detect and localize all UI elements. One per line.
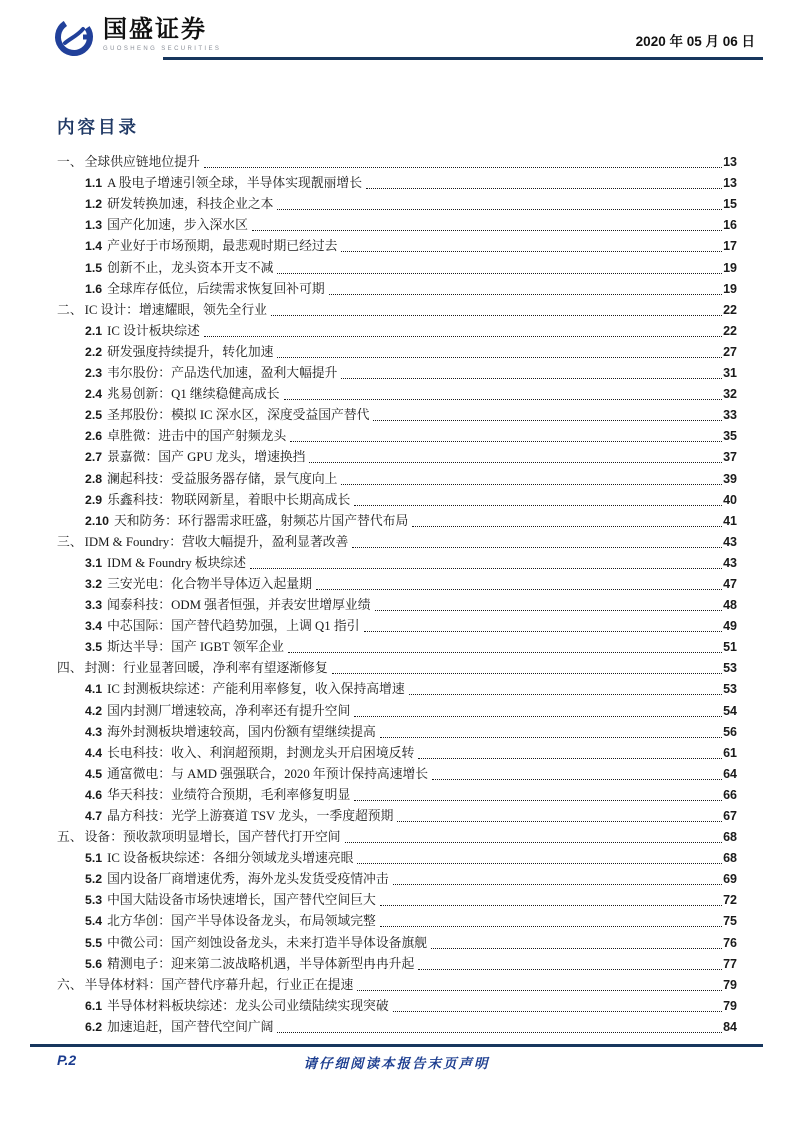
toc-entry-label: IDM & Foundry：营收大幅提升，盈利显著改善 bbox=[84, 534, 349, 549]
toc-entry-number: 3.4 bbox=[85, 619, 103, 634]
toc-entry-number: 6.1 bbox=[85, 998, 103, 1013]
toc-entry-number: 1.5 bbox=[85, 260, 103, 275]
toc-entry-label: 华天科技：业绩符合预期，毛利率修复明显 bbox=[107, 787, 351, 802]
toc-entry-page: 53 bbox=[723, 661, 737, 676]
brand-name-en: GUOSHENG SECURITIES bbox=[103, 46, 222, 52]
guosheng-logo-icon bbox=[53, 16, 95, 58]
toc-entry-label: 加速追赶，国产替代空间广阔 bbox=[107, 1019, 274, 1034]
toc-entry-number: 二、 bbox=[57, 302, 83, 317]
toc-entry-page: 68 bbox=[723, 851, 737, 866]
toc-entry-page: 32 bbox=[723, 387, 737, 402]
toc-entry-number: 5.2 bbox=[85, 872, 103, 887]
toc-entry-page: 43 bbox=[723, 534, 737, 549]
toc-leader-dots bbox=[290, 441, 722, 442]
toc-entry-page: 43 bbox=[723, 555, 737, 570]
footer-page-number: P.2 bbox=[57, 1052, 77, 1068]
toc-entry-page: 27 bbox=[723, 344, 737, 359]
toc-entry[interactable] bbox=[57, 320, 737, 341]
toc-entry-number: 1.6 bbox=[85, 281, 103, 296]
toc-entry[interactable] bbox=[57, 826, 737, 847]
toc-entry-label: 设备：预收款项明显增长，国产替代打开空间 bbox=[84, 830, 341, 845]
toc-leader-dots bbox=[329, 294, 722, 295]
toc-entry-number: 3.5 bbox=[85, 640, 103, 655]
toc-leader-dots bbox=[380, 926, 722, 927]
toc-entry-label: 中芯国际：国产替代趋势加强，上调 Q1 指引 bbox=[107, 619, 360, 634]
toc-entry[interactable] bbox=[57, 383, 737, 404]
toc-entry-page: 48 bbox=[723, 598, 737, 613]
toc-entry-page: 19 bbox=[723, 260, 737, 275]
toc-entry-label: 半导体材料板块综述：龙头公司业绩陆续实现突破 bbox=[107, 998, 389, 1013]
toc-entry-number: 1.2 bbox=[85, 197, 103, 212]
toc-entry-number: 2.6 bbox=[85, 429, 103, 444]
toc-entry-label: 天和防务：环行器需求旺盛，射频芯片国产替代布局 bbox=[113, 513, 409, 528]
toc-leader-dots bbox=[373, 420, 722, 421]
toc-entry-page: 53 bbox=[723, 682, 737, 697]
toc-leader-dots bbox=[366, 188, 722, 189]
toc-entry[interactable] bbox=[57, 931, 737, 952]
toc-entry-page: 61 bbox=[723, 745, 737, 760]
toc-entry-number: 五、 bbox=[57, 830, 83, 845]
toc-entry-page: 47 bbox=[723, 576, 737, 591]
toc-title: 内容目录 bbox=[57, 117, 139, 137]
toc-leader-dots bbox=[341, 251, 722, 252]
toc-entry-page: 39 bbox=[723, 471, 737, 486]
toc-entry-label: 半导体材料：国产替代序幕升起，行业正在提速 bbox=[84, 977, 354, 992]
toc-entry-page: 40 bbox=[723, 492, 737, 507]
toc-entry-number: 四、 bbox=[57, 661, 83, 676]
toc-leader-dots bbox=[375, 610, 723, 611]
toc-entry-page: 51 bbox=[723, 640, 737, 655]
toc-leader-dots bbox=[354, 716, 722, 717]
toc-entry-label: 国产化加速，步入深水区 bbox=[107, 218, 248, 233]
toc-entry[interactable] bbox=[57, 1016, 737, 1037]
toc-entry-page: 72 bbox=[723, 893, 737, 908]
toc-entry-number: 六、 bbox=[57, 977, 83, 992]
toc-entry[interactable] bbox=[57, 889, 737, 910]
toc-entry-label: IDM & Foundry 板块综述 bbox=[107, 555, 247, 570]
toc-entry[interactable] bbox=[57, 362, 737, 383]
toc-entry-number: 2.9 bbox=[85, 492, 103, 507]
toc-leader-dots bbox=[288, 652, 722, 653]
toc-entry-label: 国内封测厂增速较高，净利率还有提升空间 bbox=[107, 703, 351, 718]
toc-entry-page: 33 bbox=[723, 408, 737, 423]
toc-entry[interactable] bbox=[57, 657, 737, 678]
toc-entry[interactable] bbox=[57, 742, 737, 763]
toc-entry-number: 4.6 bbox=[85, 787, 103, 802]
toc-entry[interactable] bbox=[57, 784, 737, 805]
toc-entry-number: 4.4 bbox=[85, 745, 103, 760]
toc-entry[interactable] bbox=[57, 531, 737, 552]
footer-disclaimer: 请仔细阅读本报告末页声明 bbox=[303, 1056, 490, 1071]
toc-leader-dots bbox=[418, 758, 722, 759]
toc-entry-number: 3.2 bbox=[85, 576, 103, 591]
toc-entry-number: 2.10 bbox=[85, 513, 109, 528]
toc-leader-dots bbox=[412, 526, 722, 527]
toc-entry-label: 产业好于市场预期，最悲观时期已经过去 bbox=[107, 239, 338, 254]
toc-entry-page: 49 bbox=[723, 619, 737, 634]
toc-entry[interactable] bbox=[57, 573, 737, 594]
toc-entry-page: 31 bbox=[723, 366, 737, 381]
toc-entry[interactable] bbox=[57, 214, 737, 235]
header-divider bbox=[163, 57, 763, 60]
toc-entry-page: 64 bbox=[723, 766, 737, 781]
toc-entry-label: IC 设计：增速耀眼，领先全行业 bbox=[84, 302, 267, 317]
toc-leader-dots bbox=[431, 948, 722, 949]
toc-entry[interactable] bbox=[57, 467, 737, 488]
toc-entry-label: A 股电子增速引领全球，半导体实现靓丽增长 bbox=[107, 176, 362, 191]
toc-entry-page: 77 bbox=[723, 956, 737, 971]
toc-entry-number: 2.3 bbox=[85, 366, 103, 381]
toc-entry-label: 斯达半导：国产 IGBT 领军企业 bbox=[107, 640, 284, 655]
toc-entry-page: 17 bbox=[723, 239, 737, 254]
toc-leader-dots bbox=[397, 821, 722, 822]
toc-entry-label: 创新不止，龙头资本开支不减 bbox=[107, 260, 274, 275]
toc-entry-label: IC 设备板块综述：各细分领域龙头增速亮眼 bbox=[107, 851, 354, 866]
toc-leader-dots bbox=[393, 1011, 722, 1012]
toc-entry-page: 68 bbox=[723, 830, 737, 845]
toc-leader-dots bbox=[357, 990, 722, 991]
toc-leader-dots bbox=[341, 484, 722, 485]
toc-entry-page: 16 bbox=[723, 218, 737, 233]
toc-entry-label: IC 封测板块综述：产能利用率修复，收入保持高增速 bbox=[107, 682, 405, 697]
brand-name-cn: 国盛证券 bbox=[103, 16, 207, 43]
toc-entry[interactable] bbox=[57, 235, 737, 256]
toc-entry-label: 闻泰科技：ODM 强者恒强，并表安世增厚业绩 bbox=[107, 598, 371, 613]
toc-entry-number: 5.1 bbox=[85, 851, 103, 866]
toc-entry-page: 84 bbox=[723, 1019, 737, 1034]
toc-entry-page: 41 bbox=[723, 513, 737, 528]
toc-entry-number: 4.5 bbox=[85, 766, 103, 781]
toc-entry-number: 3.3 bbox=[85, 598, 103, 613]
toc-entry[interactable] bbox=[57, 805, 737, 826]
toc-entry-label: 卓胜微：进击中的国产射频龙头 bbox=[107, 429, 287, 444]
toc-entry-label: 通富微电：与 AMD 强强联合，2020 年预计保持高速增长 bbox=[107, 766, 429, 781]
report-header bbox=[0, 0, 793, 70]
toc-entry[interactable] bbox=[57, 510, 737, 531]
toc-entry-page: 79 bbox=[723, 998, 737, 1013]
toc-leader-dots bbox=[364, 631, 723, 632]
toc-entry[interactable] bbox=[57, 425, 737, 446]
toc-entry[interactable] bbox=[57, 953, 737, 974]
toc-entry-label: 景嘉微：国产 GPU 龙头，增速换挡 bbox=[107, 450, 306, 465]
toc-entry-page: 69 bbox=[723, 872, 737, 887]
toc-leader-dots bbox=[252, 230, 722, 231]
toc-entry[interactable] bbox=[57, 910, 737, 931]
toc-entry-number: 3.1 bbox=[85, 555, 103, 570]
toc-entry-number: 5.5 bbox=[85, 935, 103, 950]
toc-leader-dots bbox=[432, 779, 722, 780]
toc-leader-dots bbox=[393, 884, 722, 885]
toc-entry[interactable] bbox=[57, 404, 737, 425]
toc-leader-dots bbox=[284, 399, 723, 400]
toc-leader-dots bbox=[354, 505, 722, 506]
toc-entry[interactable] bbox=[57, 995, 737, 1016]
toc-entry[interactable] bbox=[57, 974, 737, 995]
toc-entry-page: 13 bbox=[723, 176, 737, 191]
toc-leader-dots bbox=[277, 209, 722, 210]
toc-entry-label: 精测电子：迎来第二波战略机遇，半导体新型冉冉升起 bbox=[107, 956, 415, 971]
toc-entry-label: 澜起科技：受益服务器存储，景气度向上 bbox=[107, 471, 338, 486]
toc-leader-dots bbox=[204, 336, 722, 337]
toc-entry-number: 4.7 bbox=[85, 809, 103, 823]
toc-leader-dots bbox=[250, 568, 722, 569]
toc-list bbox=[57, 151, 737, 1037]
toc-entry[interactable] bbox=[57, 847, 737, 868]
toc-entry-page: 22 bbox=[723, 323, 737, 338]
toc-entry[interactable] bbox=[57, 299, 737, 320]
footer-divider bbox=[30, 1044, 763, 1047]
toc-entry-label: 北方华创：国产半导体设备龙头，布局领域完整 bbox=[107, 914, 376, 929]
toc-entry-label: 国内设备厂商增速优秀，海外龙头发货受疫情冲击 bbox=[107, 872, 389, 887]
toc-leader-dots bbox=[352, 547, 722, 548]
toc-entry-page: 13 bbox=[723, 155, 737, 170]
toc-entry-label: 韦尔股份：产品迭代加速，盈利大幅提升 bbox=[107, 366, 338, 381]
toc-entry-number: 2.7 bbox=[85, 450, 103, 465]
toc-entry-number: 2.8 bbox=[85, 471, 103, 486]
toc-entry[interactable] bbox=[57, 151, 737, 172]
toc-entry-number: 5.6 bbox=[85, 956, 103, 971]
toc-entry-number: 1.1 bbox=[85, 176, 103, 191]
toc-entry-number: 5.4 bbox=[85, 914, 103, 929]
toc-leader-dots bbox=[332, 673, 722, 674]
toc-entry-label: 封测：行业显著回暖，净利率有望逐渐修复 bbox=[84, 661, 328, 676]
toc-entry[interactable] bbox=[57, 172, 737, 193]
toc-entry-label: 晶方科技：光学上游赛道 TSV 龙头，一季度超预期 bbox=[107, 809, 394, 823]
toc-entry[interactable] bbox=[57, 256, 737, 277]
toc-entry[interactable] bbox=[57, 341, 737, 362]
toc-entry-page: 19 bbox=[723, 281, 737, 296]
toc-entry-page: 37 bbox=[723, 450, 737, 465]
toc-entry-number: 4.1 bbox=[85, 682, 103, 697]
toc-entry[interactable] bbox=[57, 193, 737, 214]
toc-entry-page: 76 bbox=[723, 935, 737, 950]
toc-entry-number: 4.3 bbox=[85, 724, 103, 739]
toc-entry-number: 2.2 bbox=[85, 344, 103, 359]
toc-entry-label: 中国大陆设备市场快速增长，国产替代空间巨大 bbox=[107, 893, 376, 908]
report-date: 2020 年 05 月 06 日 bbox=[635, 34, 755, 49]
toc-entry[interactable] bbox=[57, 489, 737, 510]
toc-leader-dots bbox=[204, 167, 722, 168]
toc-entry-page: 79 bbox=[723, 977, 737, 992]
toc-leader-dots bbox=[380, 905, 722, 906]
toc-entry[interactable] bbox=[57, 721, 737, 742]
toc-leader-dots bbox=[271, 315, 722, 316]
toc-leader-dots bbox=[380, 737, 722, 738]
toc-entry[interactable] bbox=[57, 636, 737, 657]
toc-entry-label: 研发转换加速，科技企业之本 bbox=[107, 197, 274, 212]
toc-entry-number: 1.3 bbox=[85, 218, 103, 233]
toc-entry-label: 圣邦股份：模拟 IC 深水区，深度受益国产替代 bbox=[107, 408, 370, 423]
toc-entry-page: 66 bbox=[723, 787, 737, 802]
toc-entry[interactable] bbox=[57, 278, 737, 299]
toc-entry-page: 75 bbox=[723, 914, 737, 929]
toc-entry-page: 22 bbox=[723, 302, 737, 317]
toc-entry-number: 6.2 bbox=[85, 1019, 103, 1034]
toc-entry[interactable] bbox=[57, 699, 737, 720]
toc-entry-number: 三、 bbox=[57, 534, 83, 549]
toc-entry-label: 长电科技：收入、利润超预期，封测龙头开启困境反转 bbox=[107, 745, 415, 760]
toc-leader-dots bbox=[277, 273, 722, 274]
toc-leader-dots bbox=[357, 863, 722, 864]
toc-entry-page: 35 bbox=[723, 429, 737, 444]
toc-entry-page: 56 bbox=[723, 724, 737, 739]
toc-leader-dots bbox=[354, 800, 722, 801]
toc-entry-number: 5.3 bbox=[85, 893, 103, 908]
toc-entry[interactable] bbox=[57, 678, 737, 699]
toc-leader-dots bbox=[409, 694, 722, 695]
toc-entry-label: 研发强度持续提升，转化加速 bbox=[107, 344, 274, 359]
toc-leader-dots bbox=[341, 378, 722, 379]
toc-entry[interactable] bbox=[57, 763, 737, 784]
toc-entry[interactable] bbox=[57, 594, 737, 615]
toc-entry-number: 2.1 bbox=[85, 323, 103, 338]
guosheng-logo bbox=[53, 16, 221, 58]
toc-entry-label: IC 设计板块综述 bbox=[107, 323, 200, 338]
toc-leader-dots bbox=[309, 462, 722, 463]
toc-entry-page: 67 bbox=[723, 809, 737, 823]
toc-entry-number: 2.4 bbox=[85, 387, 103, 402]
toc-entry[interactable] bbox=[57, 446, 737, 467]
toc-entry-label: 中微公司：国产刻蚀设备龙头，未来打造半导体设备旗舰 bbox=[107, 935, 428, 950]
toc-entry[interactable] bbox=[57, 615, 737, 636]
toc-entry-page: 15 bbox=[723, 197, 737, 212]
toc-entry-page: 54 bbox=[723, 703, 737, 718]
toc-entry[interactable] bbox=[57, 868, 737, 889]
toc-entry[interactable] bbox=[57, 552, 737, 573]
toc-entry-label: 海外封测板块增速较高，国内份额有望继续提高 bbox=[107, 724, 376, 739]
toc-entry-number: 4.2 bbox=[85, 703, 103, 718]
toc-entry-number: 2.5 bbox=[85, 408, 103, 423]
toc-leader-dots bbox=[345, 842, 723, 843]
toc-leader-dots bbox=[277, 357, 722, 358]
toc-entry-label: 兆易创新：Q1 继续稳健高成长 bbox=[107, 387, 280, 402]
toc-entry-label: 全球库存低位，后续需求恢复回补可期 bbox=[107, 281, 325, 296]
toc-entry-label: 乐鑫科技：物联网新星，着眼中长期高成长 bbox=[107, 492, 351, 507]
toc-leader-dots bbox=[316, 589, 722, 590]
toc-entry-number: 一、 bbox=[57, 155, 83, 170]
toc-leader-dots bbox=[418, 969, 722, 970]
toc-entry-label: 全球供应链地位提升 bbox=[84, 155, 200, 170]
toc-leader-dots bbox=[277, 1032, 722, 1033]
toc-entry-number: 1.4 bbox=[85, 239, 103, 254]
toc-entry-label: 三安光电：化合物半导体迈入起量期 bbox=[107, 576, 312, 591]
